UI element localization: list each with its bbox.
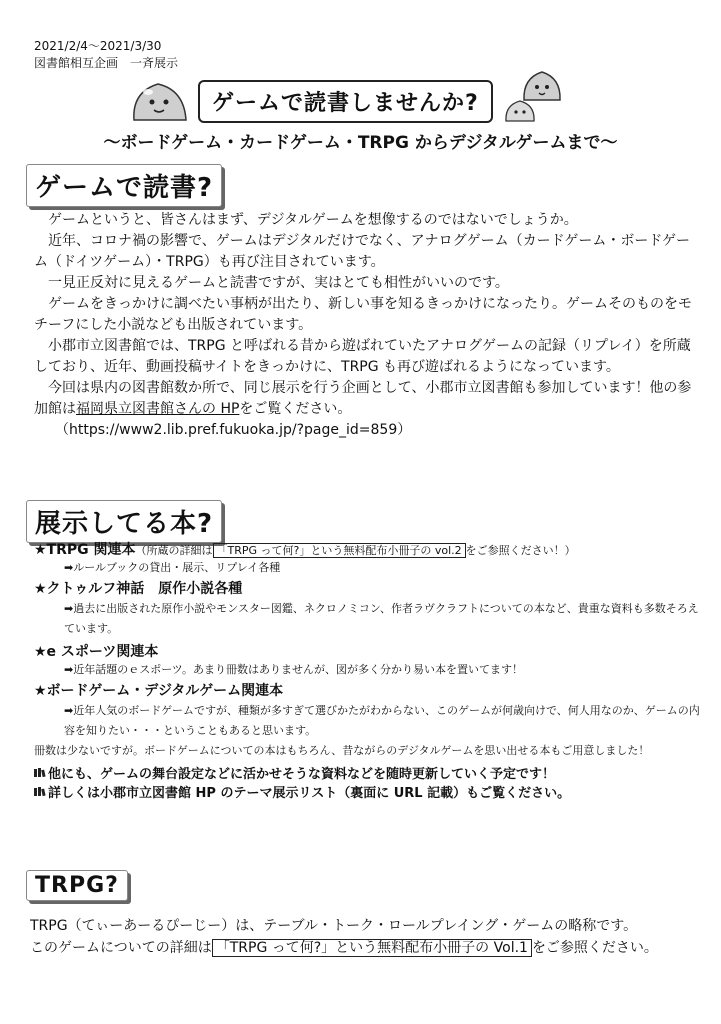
exhibit-organizer: 図書館相互企画 一斉展示 — [34, 56, 179, 70]
booklet-vol1-reference: 「TRPG って何?」という無料配布小冊子の Vol.1 — [212, 939, 532, 957]
section-heading-books-on-display: 展示してる本? — [26, 500, 222, 543]
list-item: ★TRPG 関連本（所蔵の詳細は 「TRPG って何?」という無料配布小冊子の vol.2 をご参照ください！） — [34, 542, 576, 558]
slime-icon — [128, 78, 190, 124]
item-description: ➡近年人気のボードゲームですが、種類が多すぎて選びかたがわからない、このゲームが何歳向けで、何人用なのか、ゲームの内容を知りたい・・・ということもあると思います。 — [64, 704, 700, 737]
item-description: 冊数は少ないですが。ボードゲームについての本はもちろん、昔ながらのデジタルゲームを思い出せる本もご用意しました！ — [34, 744, 650, 757]
list-item: ★e スポーツ関連本 — [34, 644, 159, 660]
trpg-reference: このゲームについての詳細は 「TRPG って何?」という無料配布小冊子の Vol.1 をご参照ください。 — [30, 940, 658, 956]
booklet-vol2-reference: 「TRPG って何?」という無料配布小冊子の vol.2 — [213, 543, 466, 558]
participating-libraries-url[interactable]: （https://www2.lib.pref.fukuoka.jp/?page_id=859） — [55, 422, 412, 438]
note-line: 他にも、ゲームの舞台設定などに活かせそうな資料などを随時更新していく予定です！ — [34, 765, 704, 784]
paragraph: 一見正反対に見えるゲームと読書ですが、実はとても相性がいいのです。 — [48, 275, 509, 291]
item-description: ➡ルールブックの貸出・展示、リプレイ各種 — [64, 561, 281, 574]
item-description: ➡近年話題のｅスポーツ。あまり冊数はありませんが、図が多く分かり易い本を置いてます！ — [64, 663, 524, 676]
section-heading-game-reading: ゲームで読書? — [26, 164, 222, 207]
item-description: ➡過去に出版された原作小説やモンスター図鑑、ネクロノミコン、作者ラヴクラフトについての本など、貴重な資料も多数そろえています。 — [64, 602, 699, 635]
fukuoka-library-link[interactable]: 福岡県立図書館さんの HP — [76, 401, 240, 417]
list-item: ★ボードゲーム・デジタルゲーム関連本 — [34, 683, 284, 699]
paragraph: ゲームをきっかけに調べたい事柄が出たり、新しい事を知るきっかけになったり。ゲームそのものをモチーフにした小説なども出版されています。 — [34, 296, 692, 333]
page-title: ゲームで読書しませんか? — [198, 80, 493, 123]
section-heading-trpg: TRPG? — [26, 870, 128, 901]
paragraph: ゲームというと、皆さんはまず、デジタルゲームを想像するのではないでしょうか。 — [48, 212, 578, 228]
section1-body — [34, 210, 694, 441]
note-line: 詳しくは小郡市立図書館 HP のテーマ展示リスト（裏面に URL 記載）もご覧ください。 — [34, 784, 704, 803]
book-list — [34, 540, 704, 803]
paragraph: 小郡市立図書館では、TRPG と呼ばれる昔から遊ばれていたアナログゲームの記録（リプレイ）を所蔵しており、近年、動画投稿サイトをきっかけに、TRPG も再び遊ばれるようになっています。 — [34, 338, 691, 375]
paragraph: 近年、コロナ禍の影響で、ゲームはデジタルだけでなく、アナログゲーム（カードゲーム・ボードゲーム（ドイツゲーム）・TRPG）も再び注目されています。 — [34, 233, 691, 270]
slime-icon — [503, 98, 537, 124]
paragraph: 今回は県内の図書館数か所で、同じ展示を行う企画として、小郡市立図書館も参加しています！他の参加館は福岡県立図書館さんの HPをご覧ください。 — [34, 380, 692, 417]
exhibit-period: 2021/2/4～2021/3/30 — [34, 39, 162, 53]
page-subtitle: ～ボードゲーム・カードゲーム・TRPG からデジタルゲームまで～ — [103, 133, 618, 153]
list-item: ★クトゥルフ神話 原作小説各種 — [34, 581, 243, 597]
library-icon — [34, 765, 48, 784]
section3-body — [30, 915, 702, 959]
trpg-definition: TRPG（てぃーあーるぴーじー）は、テーブル・トーク・ロールプレイング・ゲームの略称です。 — [30, 918, 638, 934]
library-icon — [34, 784, 48, 803]
